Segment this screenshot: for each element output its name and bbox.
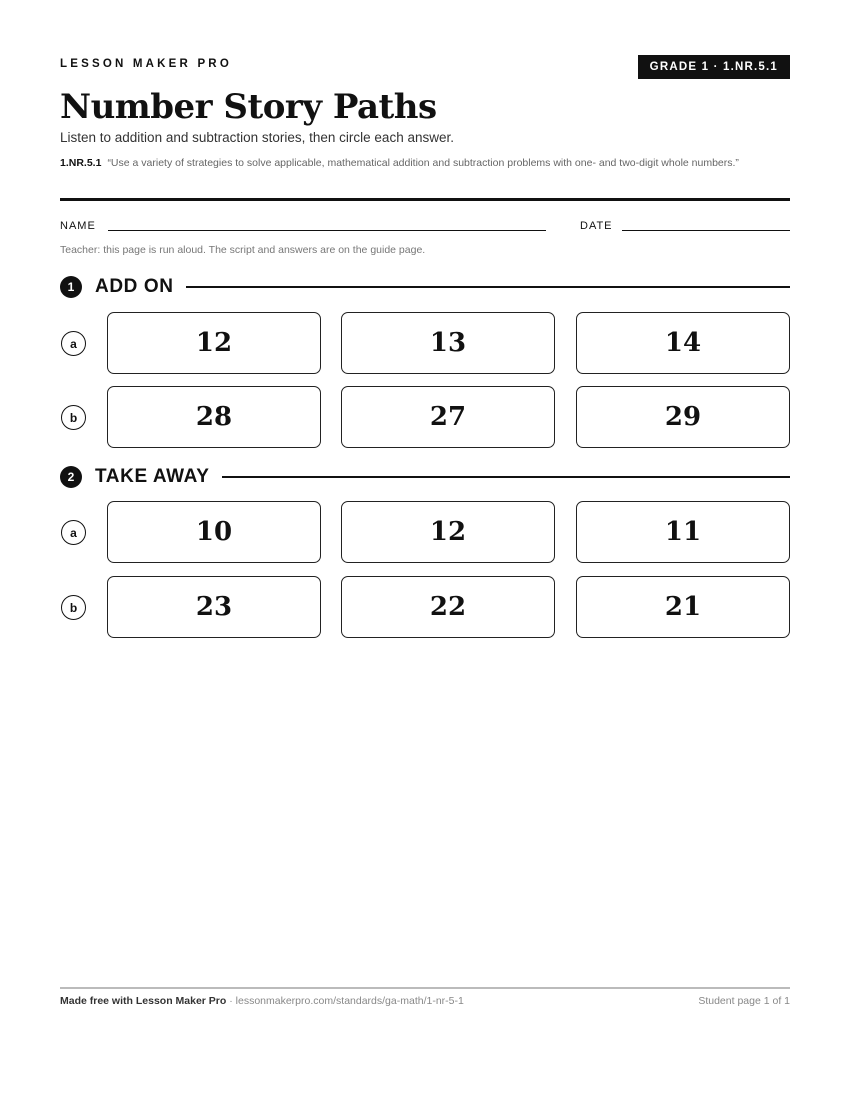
- date-field-line[interactable]: [622, 230, 790, 231]
- standard-code: 1.NR.5.1: [60, 157, 102, 169]
- footer-made-with: Made free with Lesson Maker Pro: [60, 995, 227, 1007]
- section-number-badge: 2: [60, 466, 82, 488]
- page-title: Number Story Paths: [60, 87, 437, 127]
- header-divider: [60, 198, 790, 201]
- footer-separator: ·: [226, 995, 236, 1007]
- section-title: ADD ON: [95, 276, 174, 297]
- section-rule: [222, 476, 791, 478]
- problem-row-add-a: [60, 312, 790, 374]
- answer-choice[interactable]: 11: [576, 501, 790, 563]
- name-field-line[interactable]: [108, 230, 546, 231]
- row-label-badge: a: [61, 331, 86, 356]
- teacher-note: Teacher: this page is run aloud. The script and answers are on the guide page.: [60, 244, 426, 256]
- answer-choice[interactable]: 23: [107, 576, 321, 638]
- date-label: DATE: [580, 220, 613, 232]
- footer-credit: [60, 995, 464, 1007]
- answer-choice[interactable]: 21: [576, 576, 790, 638]
- answer-choice[interactable]: 22: [341, 576, 555, 638]
- row-label-badge: b: [61, 595, 86, 620]
- answer-choice[interactable]: 13: [341, 312, 555, 374]
- answer-choice[interactable]: 12: [107, 312, 321, 374]
- problem-row-take-b: [60, 576, 790, 638]
- grade-badge: GRADE 1 · 1.NR.5.1: [638, 55, 790, 79]
- standard-text: “Use a variety of strategies to solve applicable, mathematical addition and subtraction problems with one- and two-digit whole numbers.”: [107, 157, 739, 169]
- problem-row-take-a: [60, 501, 790, 563]
- row-label-badge: a: [61, 520, 86, 545]
- page-subtitle: Listen to addition and subtraction stories, then circle each answer.: [60, 130, 454, 145]
- section-title: TAKE AWAY: [95, 466, 210, 487]
- section-take-away-heading: [60, 465, 790, 489]
- answer-choice[interactable]: 29: [576, 386, 790, 448]
- section-number-badge: 1: [60, 276, 82, 298]
- answer-choice[interactable]: 28: [107, 386, 321, 448]
- name-label: NAME: [60, 220, 96, 232]
- footer-page-number: Student page 1 of 1: [698, 995, 790, 1007]
- section-rule: [186, 286, 790, 288]
- row-label-badge: b: [61, 405, 86, 430]
- section-add-on-heading: [60, 275, 790, 299]
- footer-url[interactable]: lessonmakerpro.com/standards/ga-math/1-nr-5-1: [235, 995, 464, 1007]
- answer-choice[interactable]: 10: [107, 501, 321, 563]
- answer-choice[interactable]: 27: [341, 386, 555, 448]
- answer-choice[interactable]: 14: [576, 312, 790, 374]
- footer-divider: [60, 987, 790, 989]
- brand-name: LESSON MAKER PRO: [60, 58, 232, 70]
- problem-row-add-b: [60, 386, 790, 448]
- answer-choice[interactable]: 12: [341, 501, 555, 563]
- standard-description: [60, 155, 780, 171]
